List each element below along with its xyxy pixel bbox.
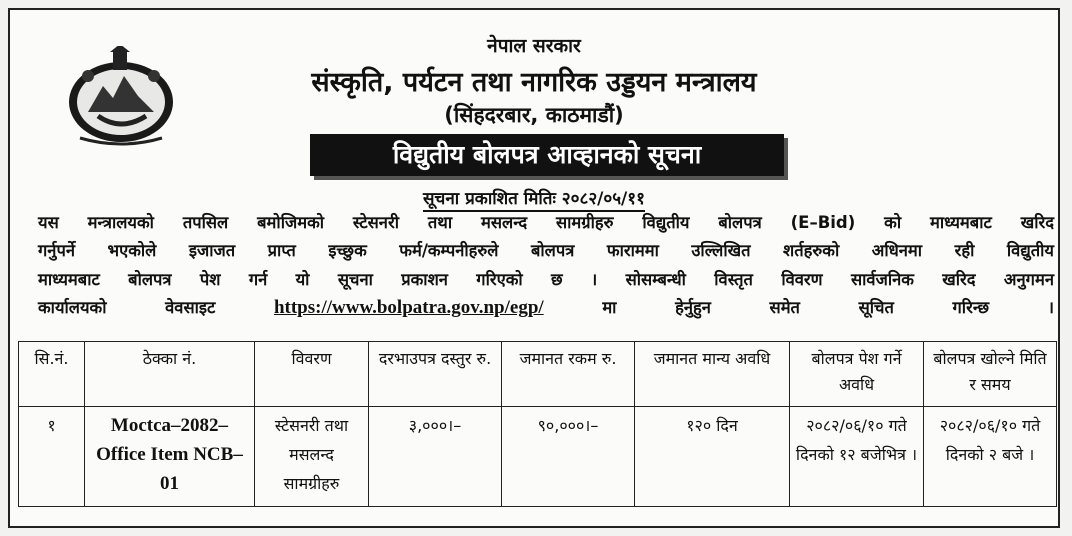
body-line-1: यस मन्त्रालयको तपसिल बमोजिमको स्टेसनरी तथा मसलन्द सामग्रीहरु विद्युतीय बोलपत्र (E–Bid) को माध्यमबाट खरिद	[38, 213, 1054, 232]
header-description: विवरण	[255, 342, 369, 407]
cell-bid-fee: ३,०००।–	[369, 407, 502, 507]
government-name: नेपाल सरकार	[487, 35, 581, 57]
bid-details-table	[18, 341, 1057, 507]
table-row	[19, 407, 1057, 507]
egp-website-link[interactable]: https://www.bolpatra.gov.np/egp/	[273, 296, 544, 318]
body-line-2: गर्नुपर्ने भएकोले इजाजत प्राप्त इच्छुक फर्म/कम्पनीहरुले बोलपत्र फाराममा उल्लिखित शर्तहरुको अधिनमा रही विद्युतीय	[38, 241, 1054, 261]
cell-description: स्टेसनरी तथा मसलन्द सामग्रीहरु	[255, 407, 369, 507]
header-sn: सि.नं.	[19, 342, 85, 407]
body-line-4	[38, 294, 1054, 322]
cell-contract-no: Moctca–2082– Office Item NCB–01	[85, 407, 255, 507]
notice-title: विद्युतीय बोलपत्र आव्हानको सूचना	[310, 134, 784, 176]
header-bid-security: जमानत रकम रु.	[502, 342, 635, 407]
ministry-location: (सिंहदरबार, काठमाडौं)	[444, 103, 624, 127]
cell-sn: १	[19, 407, 85, 507]
header-bid-fee: दरभाउपत्र दस्तुर रु.	[369, 342, 502, 407]
header-security-validity: जमानत मान्य अवधि	[635, 342, 790, 407]
cell-security-validity: १२० दिन	[635, 407, 790, 507]
table-header-row	[19, 342, 1057, 407]
body-line-4-suffix: मा हेर्नुहुन समेत सूचित गरिन्छ ।	[602, 297, 1054, 317]
cell-opening-date: २०८२/०६/१० गते दिनको २ बजे ।	[924, 407, 1057, 507]
header-submission-period: बोलपत्र पेश गर्ने अवधि	[790, 342, 924, 407]
header-contract-no: ठेक्का नं.	[85, 342, 255, 407]
published-date	[10, 186, 1058, 209]
ministry-name: संस्कृति, पर्यटन तथा नागरिक उड्डयन मन्त्रालय	[311, 67, 757, 98]
body-line-4-prefix: कार्यालयको वेवसाइट	[38, 297, 216, 317]
notice-body	[38, 209, 1054, 322]
published-date-text: सूचना प्रकाशित मितिः २०८२/०५/११	[423, 189, 645, 212]
body-line-3: माध्यमबाट बोलपत्र पेश गर्न यो सूचना प्रकाशन गरिएको छ । सोसम्बन्धी विस्तृत विवरण सार्वजनिक खरिद अनुगमन	[38, 269, 1054, 289]
cell-submission-period: २०८२/०६/१० गते दिनको १२ बजेभित्र ।	[790, 407, 924, 507]
header-opening-date: बोलपत्र खोल्ने मिति र समय	[924, 342, 1057, 407]
cell-bid-security: ९०,०००।–	[502, 407, 635, 507]
